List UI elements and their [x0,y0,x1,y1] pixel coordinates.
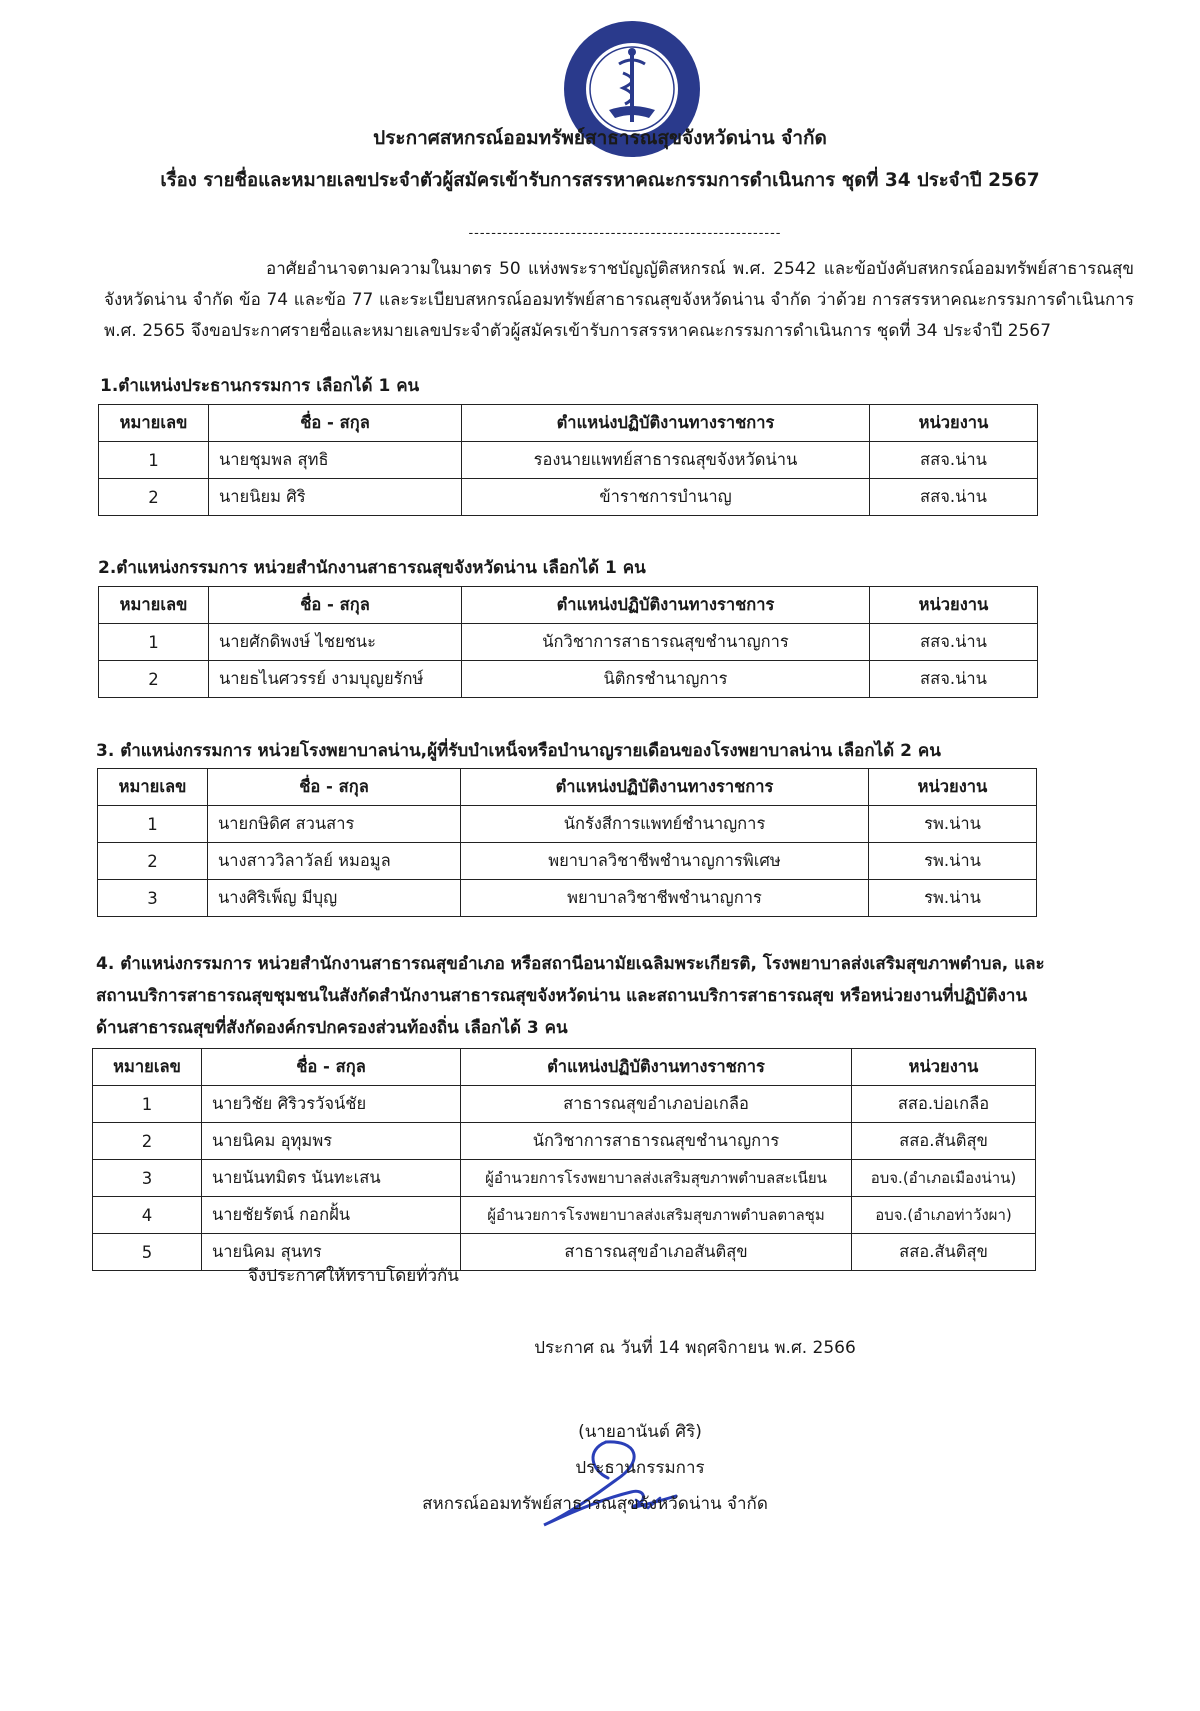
cell-position: ผู้อำนวยการโรงพยาบาลส่งเสริมสุขภาพตำบลตาลชุม [461,1197,852,1234]
cell-unit: สสจ.น่าน [870,479,1038,516]
table-row [99,442,1038,479]
intro-paragraph [104,254,1134,347]
table-row [93,1234,1036,1271]
cell-position: รองนายแพทย์สาธารณสุขจังหวัดน่าน [462,442,870,479]
cell-name: นายชัยรัตน์ กอกฝั้น [202,1197,461,1234]
signatory-name: (นายอานันต์ ศิริ) [578,1422,702,1442]
cell-position: พยาบาลวิชาชีพชำนาญการ [461,880,869,917]
section-4-heading-line-3: ด้านสาธารณสุขที่สังกัดองค์กรปกครองส่วนท้องถิ่น เลือกได้ 3 คน [96,1018,568,1038]
cell-no: 2 [99,479,209,516]
cell-name: นายชุมพล สุทธิ [209,442,462,479]
table-header-row [99,405,1038,442]
col-header-position: ตำแหน่งปฏิบัติงานทางราชการ [462,405,870,442]
col-header-no: หมายเลข [99,405,209,442]
section-1-table [98,404,1038,516]
col-header-no: หมายเลข [93,1049,202,1086]
table-row [98,806,1037,843]
col-header-position: ตำแหน่งปฏิบัติงานทางราชการ [462,587,870,624]
signatory-title: ประธานกรรมการ [575,1458,705,1478]
table-header-row [98,769,1037,806]
cell-position: สาธารณสุขอำเภอสันติสุข [461,1234,852,1271]
cell-position: พยาบาลวิชาชีพชำนาญการพิเศษ [461,843,869,880]
cell-no: 5 [93,1234,202,1271]
cell-position: นักวิชาการสาธารณสุขชำนาญการ [462,624,870,661]
col-header-name: ชื่อ - สกุล [209,405,462,442]
announcement-title: ประกาศสหกรณ์ออมทรัพย์สาธารณสุขจังหวัดน่าน จำกัด [373,127,827,149]
cell-unit: สสอ.สันติสุข [852,1234,1036,1271]
cell-unit: รพ.น่าน [869,843,1037,880]
table-row [93,1086,1036,1123]
section-2-table [98,586,1038,698]
cell-position: นักรังสีการแพทย์ชำนาญการ [461,806,869,843]
announcement-subject: เรื่อง รายชื่อและหมายเลขประจำตัวผู้สมัครเข้ารับการสรรหาคณะกรรมการดำเนินการ ชุดที่ 34 ประจำปี 2567 [160,170,1040,191]
cell-unit: สสจ.น่าน [870,624,1038,661]
cell-name: นายศักดิพงษ์ ไชยชนะ [209,624,462,661]
cell-no: 4 [93,1197,202,1234]
col-header-position: ตำแหน่งปฏิบัติงานทางราชการ [461,769,869,806]
cell-name: นายกษิดิศ สวนสาร [208,806,461,843]
table-header-row [99,587,1038,624]
col-header-unit: หน่วยงาน [852,1049,1036,1086]
section-2-heading: 2.ตำแหน่งกรรมการ หน่วยสำนักงานสาธารณสุขจังหวัดน่าน เลือกได้ 1 คน [98,558,646,578]
cell-no: 2 [99,661,209,698]
col-header-name: ชื่อ - สกุล [208,769,461,806]
cell-position: สาธารณสุขอำเภอบ่อเกลือ [461,1086,852,1123]
cell-name: นายนิคม อุทุมพร [202,1123,461,1160]
closing-statement: จึงประกาศให้ทราบโดยทั่วกัน [248,1266,459,1286]
col-header-name: ชื่อ - สกุล [202,1049,461,1086]
col-header-unit: หน่วยงาน [870,405,1038,442]
cell-no: 3 [93,1160,202,1197]
cell-unit: สสจ.น่าน [870,661,1038,698]
cell-unit: รพ.น่าน [869,806,1037,843]
section-4-table [92,1048,1036,1271]
table-row [93,1160,1036,1197]
cell-no: 1 [99,442,209,479]
table-row [99,479,1038,516]
cell-position: นักวิชาการสาธารณสุขชำนาญการ [461,1123,852,1160]
section-4-heading-line-1: 4. ตำแหน่งกรรมการ หน่วยสำนักงานสาธารณสุขอำเภอ หรือสถานีอนามัยเฉลิมพระเกียรติ, โรงพยาบาลส่งเสริมสุขภาพตำบล, และ [96,954,1045,974]
cell-unit: อบจ.(อำเภอท่าวังผา) [852,1197,1036,1234]
section-1-heading: 1.ตำแหน่งประธานกรรมการ เลือกได้ 1 คน [100,376,420,396]
cell-name: นายนิคม สุนทร [202,1234,461,1271]
cell-unit: รพ.น่าน [869,880,1037,917]
section-3-table [97,768,1037,917]
table-row [93,1197,1036,1234]
section-4-heading-line-2: สถานบริการสาธารณสุขชุมชนในสังกัดสำนักงานสาธารณสุขจังหวัดน่าน และสถานบริการสาธารณสุข หรือหน่วยงานที่ปฏิบัติงาน [96,986,1028,1006]
cell-no: 2 [93,1123,202,1160]
cell-name: นายวิชัย ศิริวรวัจน์ชัย [202,1086,461,1123]
announcement-date: ประกาศ ณ วันที่ 14 พฤศจิกายน พ.ศ. 2566 [534,1338,856,1358]
cell-unit: สสอ.บ่อเกลือ [852,1086,1036,1123]
cell-position: ผู้อำนวยการโรงพยาบาลส่งเสริมสุขภาพตำบลสะเนียน [461,1160,852,1197]
table-row [93,1123,1036,1160]
col-header-unit: หน่วยงาน [870,587,1038,624]
section-3-heading: 3. ตำแหน่งกรรมการ หน่วยโรงพยาบาลน่าน,ผู้ที่รับบำเหน็จหรือบำนาญรายเดือนของโรงพยาบาลน่าน เลือกได้ 2 คน [96,741,941,761]
cell-unit: สสอ.สันติสุข [852,1123,1036,1160]
col-header-unit: หน่วยงาน [869,769,1037,806]
divider-rule: ------------------------------------------------------- [468,226,782,241]
cell-name: นายธไนศวรรย์ งามบุญยรักษ์ [209,661,462,698]
table-row [98,843,1037,880]
cell-name: นายนิยม ศิริ [209,479,462,516]
cell-no: 1 [99,624,209,661]
col-header-no: หมายเลข [98,769,208,806]
cell-name: นางสาววิลาวัลย์ หมอมูล [208,843,461,880]
col-header-no: หมายเลข [99,587,209,624]
cell-name: นางศิริเพ็ญ มีบุญ [208,880,461,917]
cell-position: นิติกรชำนาญการ [462,661,870,698]
cell-unit: อบจ.(อำเภอเมืองน่าน) [852,1160,1036,1197]
intro-text: อาศัยอำนาจตามความในมาตร 50 แห่งพระราชบัญญัติสหกรณ์ พ.ศ. 2542 และข้อบังคับสหกรณ์ออมทรัพย์สาธารณสุขจังหวัดน่าน จำกัด ข้อ 74 และข้อ 77 และระเบียบสหกรณ์ออมทรัพย์สาธารณสุขจังหวัดน่าน จำกัด ว่าด้วย การสรรหาคณะกรรมการดำเนินการ พ.ศ. 2565 จึงขอประกาศรายชื่อและหมายเลขประจำตัวผู้สมัครเข้ารับการสรรหาคณะกรรมการดำเนินการ ชุดที่ 34 ประจำปี 2567 [104,259,1134,341]
table-header-row [93,1049,1036,1086]
cell-no: 1 [93,1086,202,1123]
cell-no: 1 [98,806,208,843]
col-header-position: ตำแหน่งปฏิบัติงานทางราชการ [461,1049,852,1086]
cell-name: นายนันทมิตร นันทะเสน [202,1160,461,1197]
signatory-organization: สหกรณ์ออมทรัพย์สาธารณสุขจังหวัดน่าน จำกัด [422,1494,768,1514]
col-header-name: ชื่อ - สกุล [209,587,462,624]
table-row [99,661,1038,698]
cell-unit: สสจ.น่าน [870,442,1038,479]
cell-no: 2 [98,843,208,880]
cell-position: ข้าราชการบำนาญ [462,479,870,516]
table-row [99,624,1038,661]
table-row [98,880,1037,917]
cell-no: 3 [98,880,208,917]
